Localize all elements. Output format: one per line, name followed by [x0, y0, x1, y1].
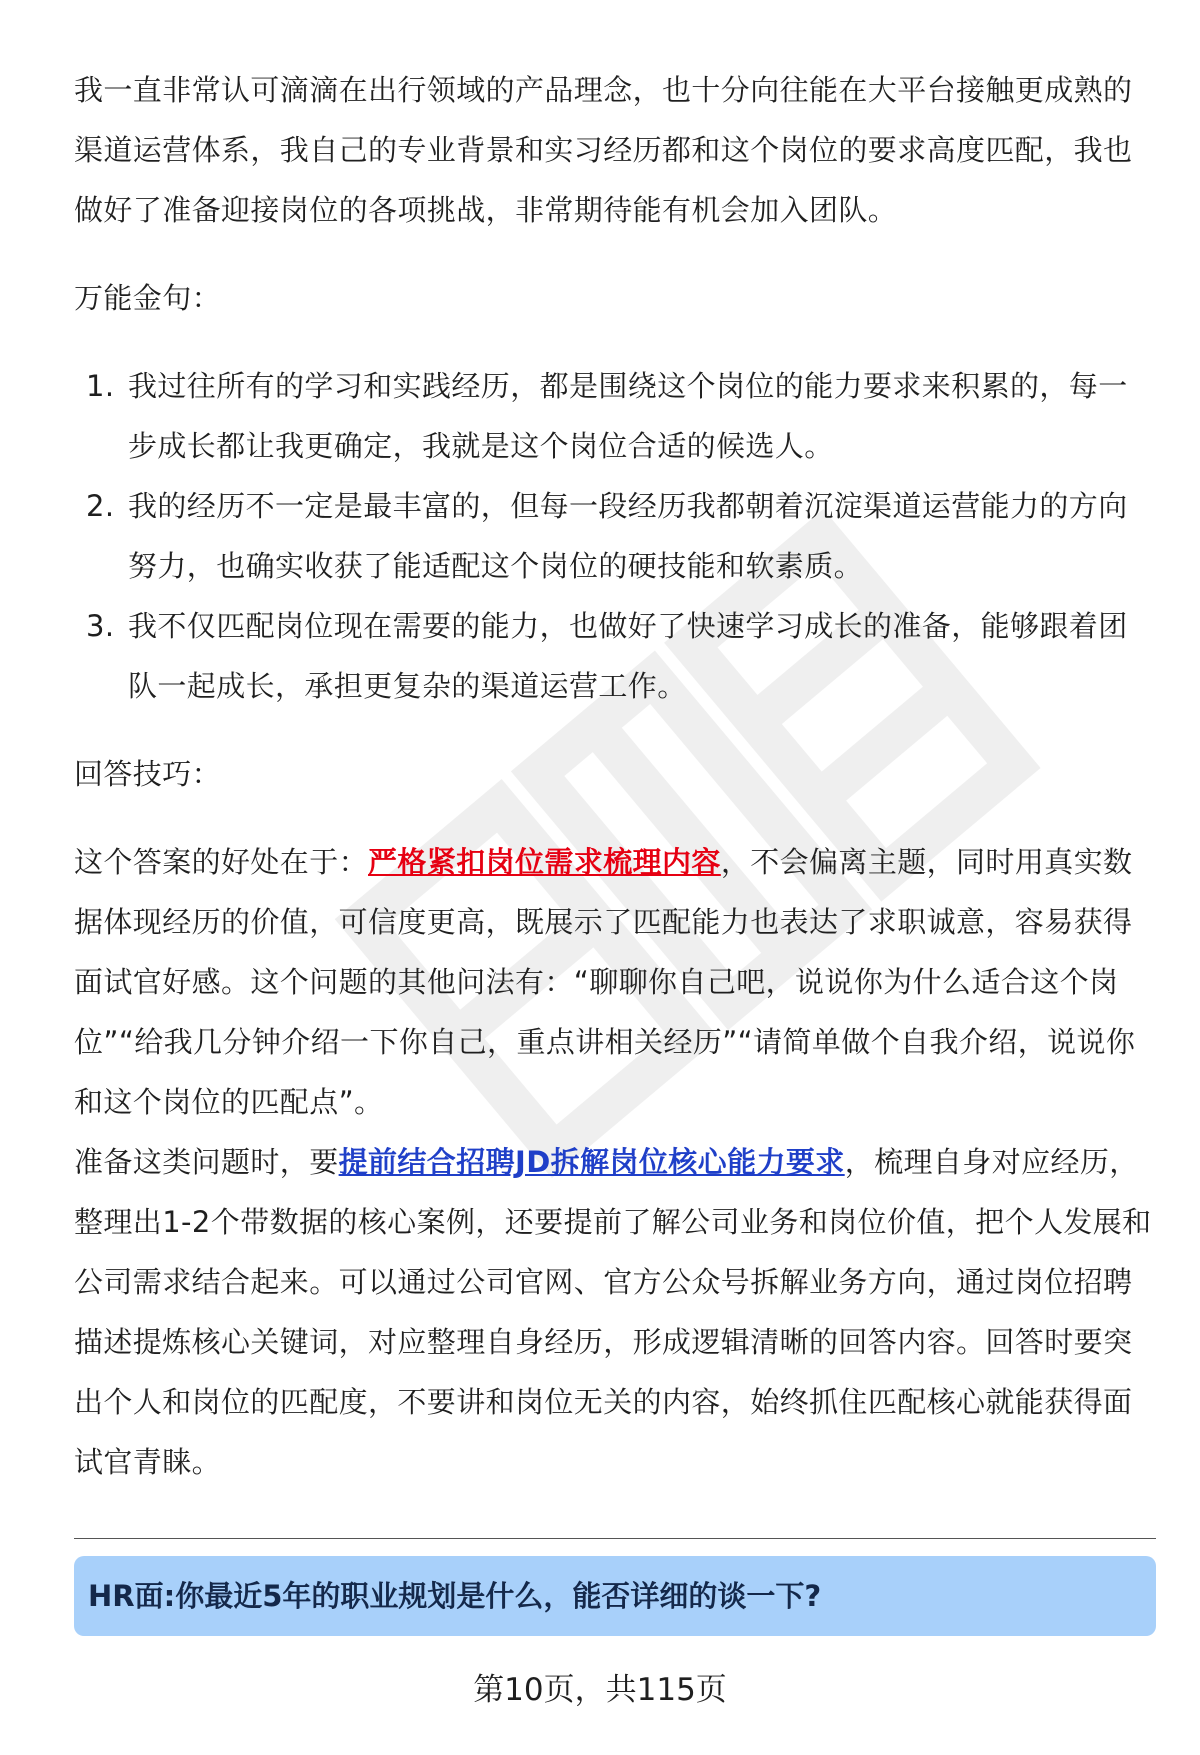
tips-p2-prefix: 准备这类问题时，要	[74, 1145, 339, 1179]
golden-sentences-heading: 万能金句：	[74, 281, 222, 315]
list-item-number: 2.	[86, 489, 115, 523]
list-item	[74, 476, 1154, 596]
document-body	[74, 60, 1154, 1492]
list-item-text: 我过往所有的学习和实践经历，都是围绕这个岗位的能力要求来积累的，每一步成长都让我更确定，我就是这个岗位合适的候选人。	[128, 369, 1128, 463]
tips-p1-suffix: ，不会偏离主题，同时用真实数据体现经历的价值，可信度更高，既展示了匹配能力也表达了求职诚意，容易获得面试官好感。这个问题的其他问法有：“聊聊你自己吧，说说你为什么适合这个岗位”“给我几分钟介绍一下你自己，重点讲相关经历”“请简单做个自我介绍，说说你和这个岗位的匹配点”。	[74, 845, 1136, 1119]
tips-heading: 回答技巧：	[74, 757, 222, 791]
next-question-box	[74, 1556, 1156, 1636]
intro-paragraph: 我一直非常认可滴滴在出行领域的产品理念，也十分向往能在大平台接触更成熟的渠道运营体系，我自己的专业背景和实习经历都和这个岗位的要求高度匹配，我也做好了准备迎接岗位的各项挑战，非常期待能有机会加入团队。	[74, 73, 1133, 227]
tips-paragraph-1	[74, 832, 1154, 1132]
list-item-text: 我不仅匹配岗位现在需要的能力，也做好了快速学习成长的准备，能够跟着团队一起成长，承担更复杂的渠道运营工作。	[128, 609, 1128, 703]
page-number-footer: 第10页，共115页	[473, 1672, 727, 1708]
list-item-number: 1.	[86, 369, 115, 403]
tips-paragraph-2	[74, 1132, 1154, 1492]
next-question-title: HR面:你最近5年的职业规划是什么，能否详细的谈一下?	[88, 1579, 822, 1613]
tips-p1-prefix: 这个答案的好处在于：	[74, 845, 369, 879]
golden-sentences-list	[74, 356, 1154, 716]
list-item	[74, 596, 1154, 716]
tips-p2-suffix: ，梳理自身对应经历，整理出1-2个带数据的核心案例，还要提前了解公司业务和岗位价值，把个人发展和公司需求结合起来。可以通过公司官网、官方公众号拆解业务方向，通过岗位招聘描述提炼核心关键词，对应整理自身经历，形成逻辑清晰的回答内容。回答时要突出个人和岗位的匹配度，不要讲和岗位无关的内容，始终抓住匹配核心就能获得面试官青睐。	[74, 1145, 1152, 1479]
section-divider	[74, 1538, 1156, 1539]
list-item-number: 3.	[86, 609, 115, 643]
highlight-text-blue: 提前结合招聘JD拆解岗位核心能力要求	[338, 1145, 845, 1179]
list-item	[74, 356, 1154, 476]
highlight-text-red: 严格紧扣岗位需求梳理内容	[368, 845, 721, 879]
list-item-text: 我的经历不一定是最丰富的，但每一段经历我都朝着沉淀渠道运营能力的方向努力，也确实收获了能适配这个岗位的硬技能和软素质。	[128, 489, 1128, 583]
